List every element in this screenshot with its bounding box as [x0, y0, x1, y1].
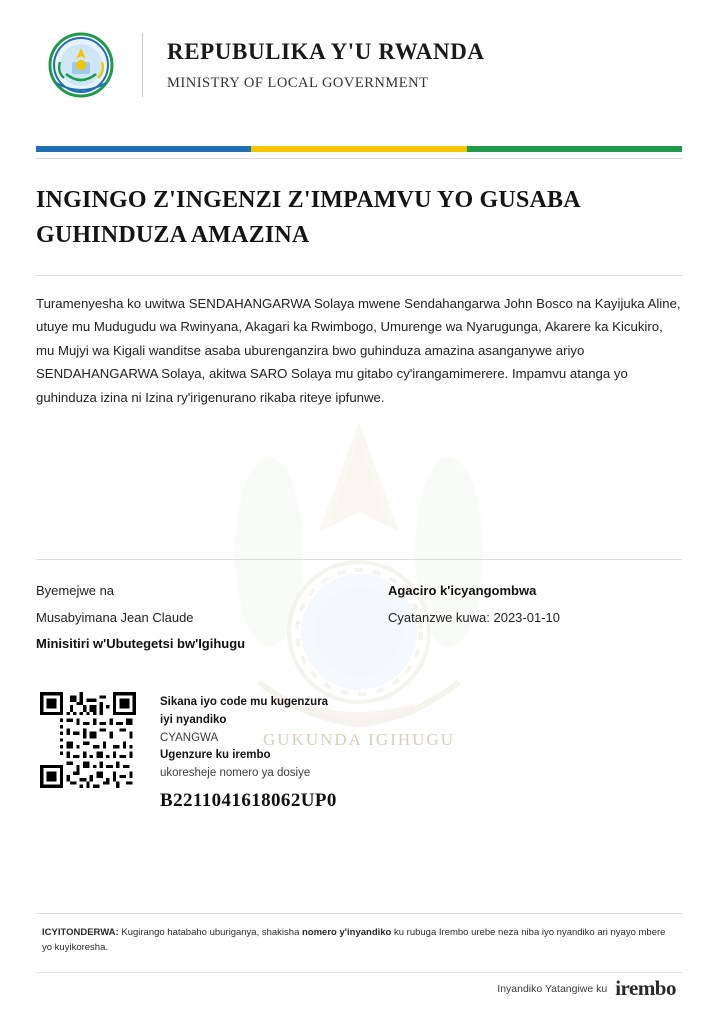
issued-date: Cyatanzwe kuwa: 2023-01-10: [388, 609, 560, 625]
approver-name: Musabyimana Jean Claude: [36, 609, 194, 625]
watermark-text: GUKUNDA IGIHUGU: [263, 730, 455, 749]
qr-code-icon[interactable]: [40, 692, 136, 788]
signature-right: [388, 578, 682, 658]
verify-instruction-line1: Ugenzure ku irembo: [160, 749, 271, 762]
flag-band-green: [467, 146, 682, 152]
republic-title: REPUBULIKA Y'U RWANDA: [167, 38, 485, 64]
title-rule: [36, 275, 682, 276]
page-title: INGINGO Z'INGENZI Z'IMPAMVU YO GUSABA GUHINDUZA AMAZINA: [36, 187, 580, 248]
flag-band-blue: [36, 146, 251, 152]
coat-of-arms-icon: [42, 26, 120, 104]
footer-rule: [36, 913, 682, 914]
irembo-logo: irembo: [615, 976, 676, 1000]
flag-band-yellow: [251, 146, 466, 152]
document-header: [36, 0, 682, 114]
qr-block: [36, 692, 682, 812]
signature-rule: [36, 559, 682, 560]
footer-notice-text-1: Kugirango hatabaho uburiganya, shakisha: [118, 927, 302, 938]
footer-notice-label: ICYITONDERWA:: [42, 927, 119, 938]
approved-label: Byemejwe na: [36, 583, 115, 599]
qr-info: [160, 692, 337, 812]
scan-instruction-line2: iyi nyandiko: [160, 713, 227, 726]
signature-row: [36, 578, 682, 658]
ministry-subtitle: MINISTRY OF LOCAL GOVERNMENT: [167, 75, 429, 92]
footer-notice-bold: nomero y'inyandiko: [302, 927, 392, 938]
footer-brand-block: [497, 976, 676, 1001]
document-number: B2211041618062UP0: [160, 790, 337, 812]
status-text: CYANGWA: [160, 731, 219, 744]
issued-by-label: Inyandiko Yatangiwe ku: [497, 982, 608, 995]
footer-brand-rule: [36, 972, 682, 973]
approver-title: Minisitiri w'Ubutegetsi bw'Igihugu: [36, 636, 246, 652]
document-body-text: Turamenyesha ko uwitwa SENDAHANGARWA Solaya mwene Sendahangarwa John Bosco na Kayijuka Aline, utuye mu Mudugudu wa Rwinyana, Akagari ka Rwimbogo, Umurenge wa Nyarugunga, Akarere ka Kicukiro, mu Mujyi wa Kigali wanditse asaba uburenganzira bwo guhinduza amazina asanganywe ariyo SENDAHANGARWA Solaya, akitwa SARO Solaya mu gitabo cy'irangamimerere. Impamvu atanga yo guhinduza izina ni Izina ry'irigenurano rikaba riteye ipfunwe.: [36, 295, 681, 405]
scan-instruction-line1: Sikana iyo code mu kugenzura: [160, 696, 329, 709]
flag-band: [36, 146, 682, 152]
signature-left: [36, 578, 388, 658]
verify-instruction-line2: ukoresheje nomero ya dosiye: [160, 767, 311, 780]
validity-label: Agaciro k'icyangombwa: [388, 583, 537, 599]
footer-notice: [42, 925, 676, 955]
header-divider: [142, 33, 143, 97]
footer-notice-text-2: ku rubuga Irembo urebe neza niba iyo nyandiko ari nyayo mbere yo kuyikoresha.: [42, 927, 666, 954]
header-text-block: [167, 38, 682, 93]
header-rule: [36, 158, 682, 159]
